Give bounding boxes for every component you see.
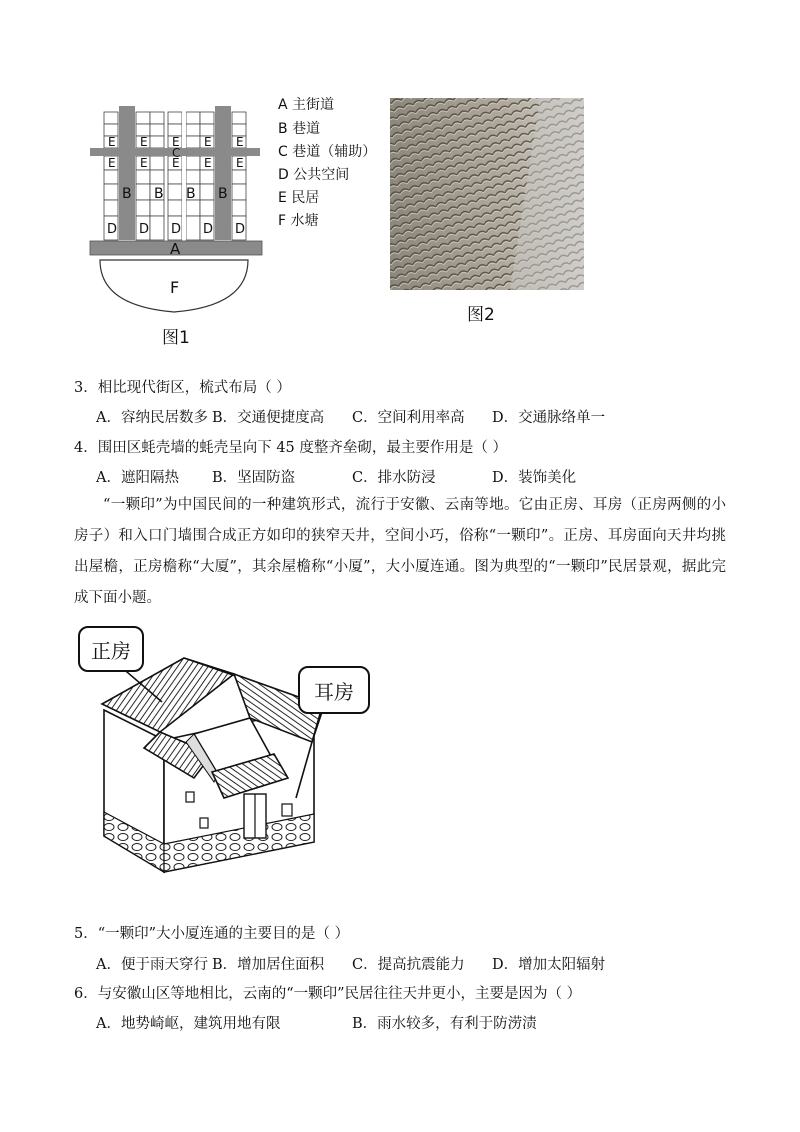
legend-key: B: [278, 121, 288, 137]
legend-item-d: [278, 166, 349, 184]
map-label-b: B: [186, 186, 196, 202]
q3-option-c: C．空间利用率高: [352, 410, 465, 426]
legend-text: 公共空间: [293, 167, 350, 183]
map-label-b: B: [218, 186, 228, 202]
map-label-e: E: [140, 135, 148, 149]
legend-key: D: [278, 167, 289, 183]
q5-option-c: C．提高抗震能力: [352, 957, 465, 973]
map-label-e: E: [236, 156, 244, 170]
question-5-stem: 5．“一颗印”大小厦连通的主要目的是（ ）: [74, 926, 350, 942]
q3-option-a: A．容纳民居数多: [96, 410, 208, 426]
legend-text: 巷道: [292, 121, 321, 137]
legend-text: 水塘: [290, 213, 319, 229]
legend-item-b: [278, 120, 320, 138]
q3-option-b: B．交通便捷度高: [212, 410, 325, 426]
map-label-d: D: [139, 222, 150, 237]
map-label-e: E: [236, 135, 244, 149]
legend-item-c: [278, 143, 376, 161]
map-label-a: A: [170, 240, 181, 258]
figure2-caption: 图2: [467, 305, 495, 325]
q3-option-d: D．交通脉络单一: [492, 410, 606, 426]
q4-option-d: D．装饰美化: [492, 470, 577, 486]
legend-text: 巷道（辅助）: [292, 144, 377, 160]
q6-option-b: B．雨水较多，有利于防涝渍: [352, 1016, 537, 1032]
map-label-e: E: [204, 135, 212, 149]
q6-option-a: A．地势崎岖，建筑用地有限: [96, 1016, 281, 1032]
legend-item-e: [278, 189, 319, 207]
map-label-b: B: [122, 186, 132, 202]
legend-key: E: [278, 190, 287, 206]
q4-option-a: A．遮阳隔热: [96, 470, 179, 486]
map-label-d: D: [203, 222, 214, 237]
question-4-stem: 4．围田区蚝壳墙的蚝壳呈向下 45 度整齐垒砌，最主要作用是（ ）: [74, 440, 508, 456]
yikeyin-passage: “一颗印”为中国民间的一种建筑形式，流行于安徽、云南等地。它由正房、耳房（正房两侧的小房子）和入口门墙围合成正方如印的狭窄天井，空间小巧，俗称“一颗印”。正房、耳房面向天井均挑出屋檐，正房檐称“大厦”，其余屋檐称“小厦”，大小厦连通。图为典型的“一颗印”民居景观，据此完成下面小题。: [74, 497, 726, 606]
question-6-stem: 6．与安徽山区等地相比，云南的“一颗印”民居往往天井更小，主要是因为（ ）: [74, 986, 582, 1002]
q4-option-c: C．排水防浸: [352, 470, 436, 486]
map-label-c: C: [172, 146, 181, 160]
callout-main-hall: 正房: [78, 626, 144, 672]
question-3-stem: 3．相比现代街区，梳式布局（ ）: [74, 380, 291, 396]
q5-option-b: B．增加居住面积: [212, 957, 325, 973]
map-label-e: E: [108, 156, 116, 170]
oyster-wall-image: [390, 98, 584, 290]
map-label-e: E: [108, 135, 116, 149]
figure2-oyster-wall-photo: [390, 98, 584, 290]
q5-option-a: A．便于雨天穿行: [96, 957, 208, 973]
map-label-e: E: [140, 156, 148, 170]
legend-item-a: [278, 96, 334, 114]
map-label-e: E: [204, 156, 212, 170]
legend-text: 主街道: [292, 97, 335, 113]
figure1-caption: 图1: [162, 328, 190, 348]
legend-key: A: [278, 97, 288, 113]
map-label-d: D: [171, 222, 182, 237]
map-label-b: B: [154, 186, 164, 202]
legend-text: 民居: [291, 190, 320, 206]
legend-item-f: [278, 212, 319, 230]
legend-key: C: [278, 144, 288, 160]
callout-side-room: 耳房: [298, 666, 370, 714]
map-label-e: E: [172, 135, 180, 149]
q4-option-b: B．坚固防盗: [212, 470, 296, 486]
map-label-d: D: [107, 222, 118, 237]
legend-key: F: [278, 213, 287, 229]
figure1-comb-layout-map: [86, 100, 266, 330]
figure3-yikeyin-house: [74, 622, 374, 898]
map-label-f: F: [170, 278, 180, 297]
map-label-d: D: [235, 222, 246, 237]
map-label-e: E: [172, 156, 180, 170]
q5-option-d: D．增加太阳辐射: [492, 957, 606, 973]
